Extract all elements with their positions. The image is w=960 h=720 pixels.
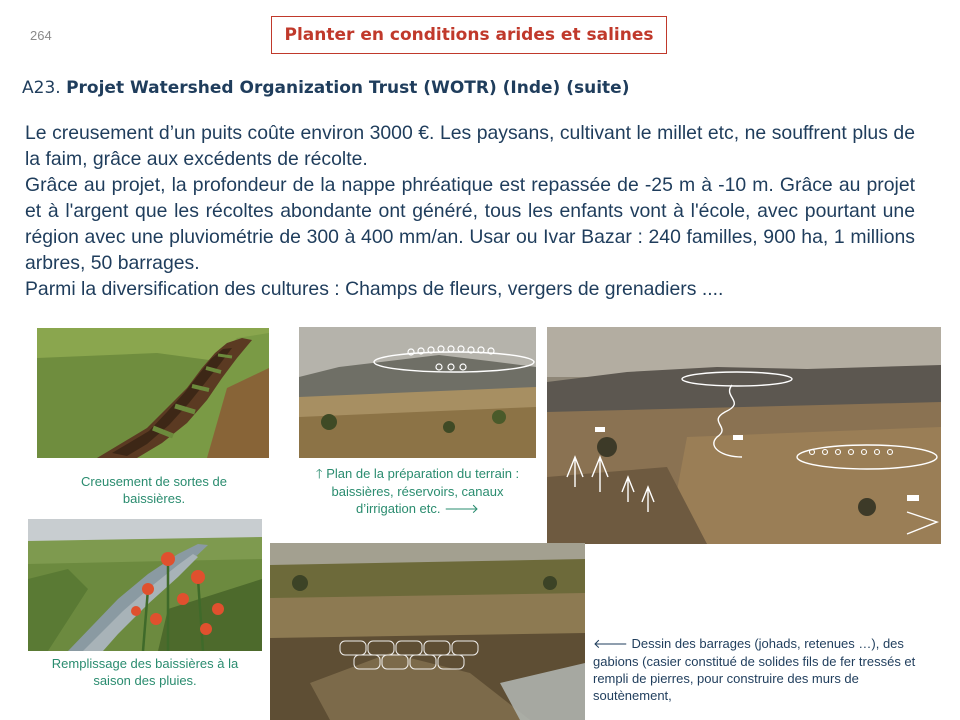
caption-terrain-plan-text: Plan de la préparation du terrain : baissières, réservoirs, canaux d’irrigation etc. <box>326 466 520 516</box>
page-number: 264 <box>30 28 52 43</box>
caption-flooded-trenches: Remplissage des baissières à la saison des pluies. <box>51 656 239 688</box>
photo-flooded-trenches <box>28 519 262 651</box>
photo-trenches <box>37 328 269 458</box>
caption-gabion-dam-text: Dessin des barrages (johads, retenues …), des gabions (casier constitué de solides fils de fer tressés et rempli de pierres, pour construire des murs de soutènement, <box>593 636 916 703</box>
photo-terrain-plan <box>299 327 536 458</box>
body-paragraph-3: Parmi la diversification des cultures : Champs de fleurs, vergers de grenadiers .... <box>25 278 724 300</box>
arrow-right-icon: 🡒 <box>444 502 480 517</box>
body-paragraph-1: Le creusement d’un puits coûte environ 3000 €. Les paysans, cultivant le millet etc, ne souffrent plus de la faim, grâce aux excédents de récolte. <box>25 122 915 170</box>
arrow-up-icon: 🡑 <box>315 467 323 482</box>
subtitle-prefix: A23. <box>22 78 61 98</box>
subtitle-bold: Projet Watershed Organization Trust (WOTR) (Inde) (suite) <box>66 78 630 98</box>
section-subtitle <box>22 78 629 98</box>
caption-terrain-plan <box>306 465 529 518</box>
caption-gabion-dam <box>593 635 928 704</box>
photo-gabion-dam <box>270 543 585 720</box>
body-text <box>25 120 915 302</box>
caption-trenches: Creusement de sortes de baissières. <box>81 474 227 506</box>
arrow-left-icon: 🡐 <box>593 637 628 652</box>
body-paragraph-2: Grâce au projet, la profondeur de la nappe phréatique est repassée de -25 m à -10 m. Grâce au projet et à l'argent que les récoltes abondante ont généré, tous les enfants vont à l'école, avec pourtant une région avec une pluviométrie de 300 à 400 mm/an. Usar ou Ivar Bazar : 240 familles, 900 ha, 1 millions arbres, 50 barrages. <box>25 174 915 274</box>
photo-valley-plan <box>547 327 941 544</box>
page-title: Planter en conditions arides et salines <box>271 16 667 54</box>
